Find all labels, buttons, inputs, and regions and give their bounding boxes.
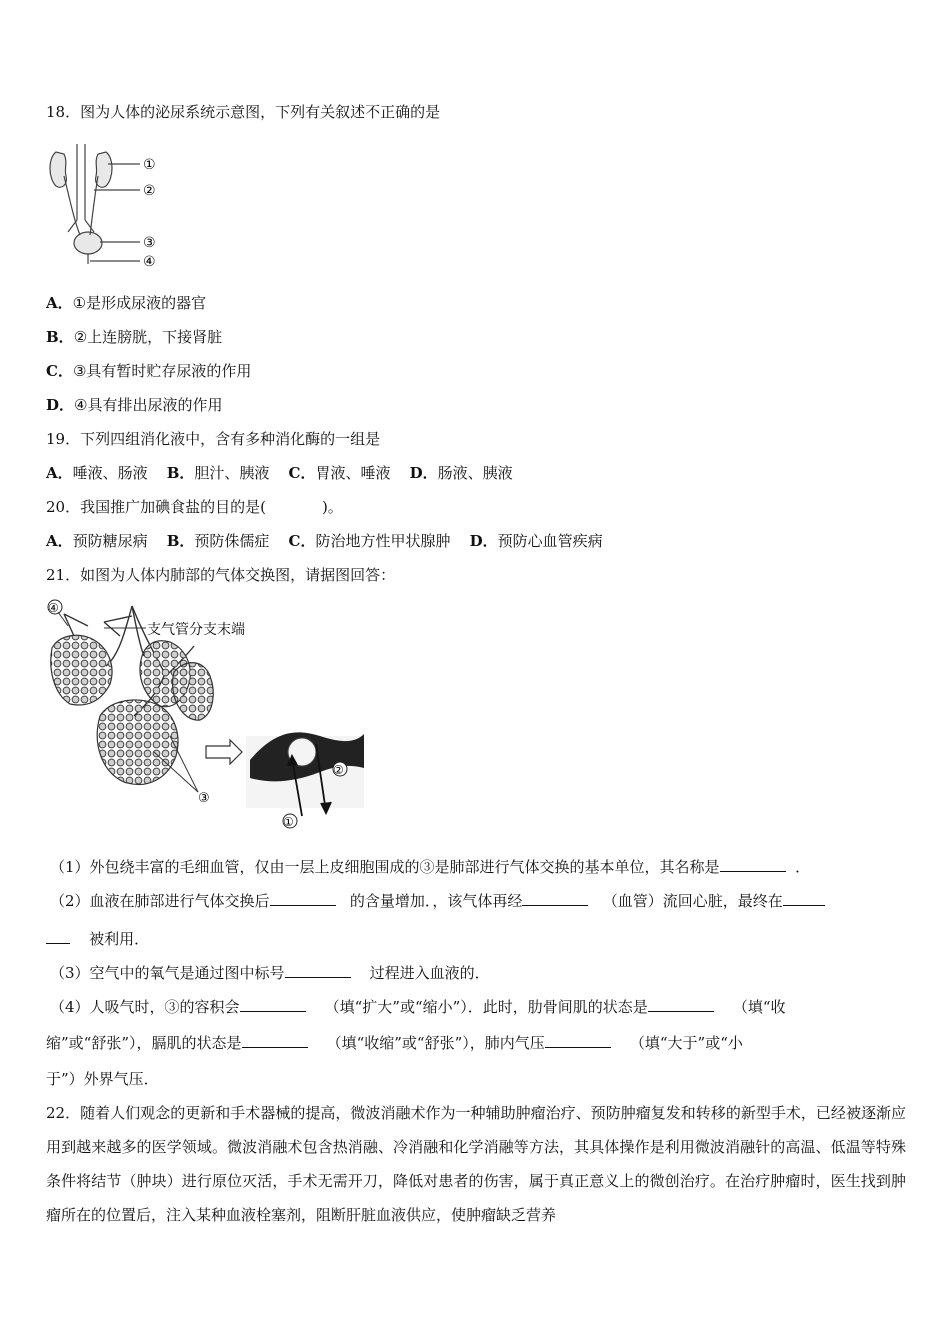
label-2-lung: ②	[333, 763, 344, 777]
label-1-lung: ①	[283, 815, 294, 829]
urinary-system-figure	[44, 140, 174, 270]
q21-sub4-line3: 于”）外界气压．	[46, 1070, 159, 1088]
alveolar-cluster-bottom	[97, 700, 178, 784]
question-21-stem: 21．如图为人体内肺部的气体交换图，请据图回答：	[46, 566, 396, 584]
bladder	[74, 232, 102, 254]
q18-option-c: C．③具有暂时贮存尿液的作用	[46, 362, 252, 380]
blank-5[interactable]	[285, 963, 351, 978]
alveolar-cluster-right	[173, 663, 214, 720]
question-22-text: 22．随着人们观念的更新和手术器械的提高，微波消融术作为一种辅助肿瘤治疗、预防肿瘤复发和转移的新型手术，已经被逐渐应用到越来越多的医学领域。微波消融术包含热消融、冷消融和化学消融等方法，其具体操作是利用微波消融针的高温、低温等特殊条件将结节（肿块）进行原位灭活，手术无需开刀，降低对患者的伤害，属于真正意义上的微创治疗。在治疗肿瘤时，医生找到肿瘤所在的位置后，注入某种血液栓塞剂，阻断肝脏血液供应，使肿瘤缺乏营养	[46, 1104, 906, 1224]
q19-option-b: B．胆汁、胰液	[166, 464, 270, 482]
blank-2[interactable]	[270, 891, 336, 906]
label-2: ②	[143, 183, 156, 199]
blank-1[interactable]	[720, 857, 786, 872]
question-18-stem: 18．图为人体的泌尿系统示意图，下列有关叙述不正确的是	[46, 103, 441, 121]
blank-3[interactable]	[522, 891, 588, 906]
q21-sub2-line1: （2）血液在肺部进行气体交换后 的含量增加．，该气体再经 （血管）流回心脏，最终在	[50, 891, 825, 911]
q20-option-b: B．预防侏儒症	[166, 532, 270, 550]
blank-4b[interactable]	[46, 929, 70, 944]
question-19-stem: 19．下列四组消化液中，含有多种消化酶的一组是	[46, 430, 381, 448]
right-ureter	[90, 176, 98, 235]
q20-option-a: A．预防糖尿病	[46, 532, 148, 550]
q20-options	[46, 531, 603, 551]
q21-sub2-line2: 被利用．	[46, 929, 149, 949]
q19-options	[46, 463, 513, 483]
q18-option-d: D．④具有排出尿液的作用	[46, 396, 223, 414]
label-1: ①	[143, 157, 156, 173]
q21-sub3: （3）空气中的氧气是通过图中标号 过程进入血液的．	[50, 964, 490, 982]
q21-sub1: （1）外包绕丰富的毛细血管，仅由一层上皮细胞围成的③是肺部进行气体交换的基本单位，其名称是 ．	[50, 858, 811, 876]
right-kidney	[96, 152, 112, 187]
blank-9[interactable]	[545, 1033, 611, 1048]
blank-4a[interactable]	[783, 891, 825, 906]
question-20-stem: 20．我国推广加碘食盐的目的是( )。	[46, 498, 343, 516]
q19-option-a: A．唾液、肠液	[46, 464, 148, 482]
lung-gas-exchange-figure	[44, 596, 374, 834]
blank-7[interactable]	[648, 997, 714, 1012]
label-4: ④	[143, 254, 156, 270]
bronchus-label: 支气管分支末端	[147, 622, 245, 638]
blank-8[interactable]	[242, 1033, 308, 1048]
zoom-arrow	[206, 740, 242, 764]
q18-option-a: A．①是形成尿液的器官	[46, 294, 207, 312]
blank-6[interactable]	[240, 997, 306, 1012]
label-4-lung: ④	[48, 601, 59, 615]
left-kidney	[50, 152, 66, 187]
label-3-lung: ③	[198, 791, 210, 806]
q18-option-b: B．②上连膀胱，下接肾脏	[46, 328, 223, 346]
q19-option-c: C．胃液、唾液	[288, 464, 391, 482]
q20-option-c: C．防治地方性甲状腺肿	[288, 532, 451, 550]
q19-option-d: D．肠液、胰液	[409, 464, 513, 482]
q20-option-d: D．预防心血管疾病	[469, 532, 603, 550]
alveolar-cluster-left	[51, 635, 112, 705]
q21-sub4-line2: 缩”或“舒张”），膈肌的状态是 （填“收缩”或“舒张”），肺内气压 （填“大于”或“小	[46, 1034, 743, 1052]
q21-sub4-line1: （4）人吸气时，③的容积会 （填“扩大”或“缩小”）．此时，肋骨间肌的状态是 （填“收	[50, 998, 786, 1016]
label-3: ③	[143, 235, 156, 251]
